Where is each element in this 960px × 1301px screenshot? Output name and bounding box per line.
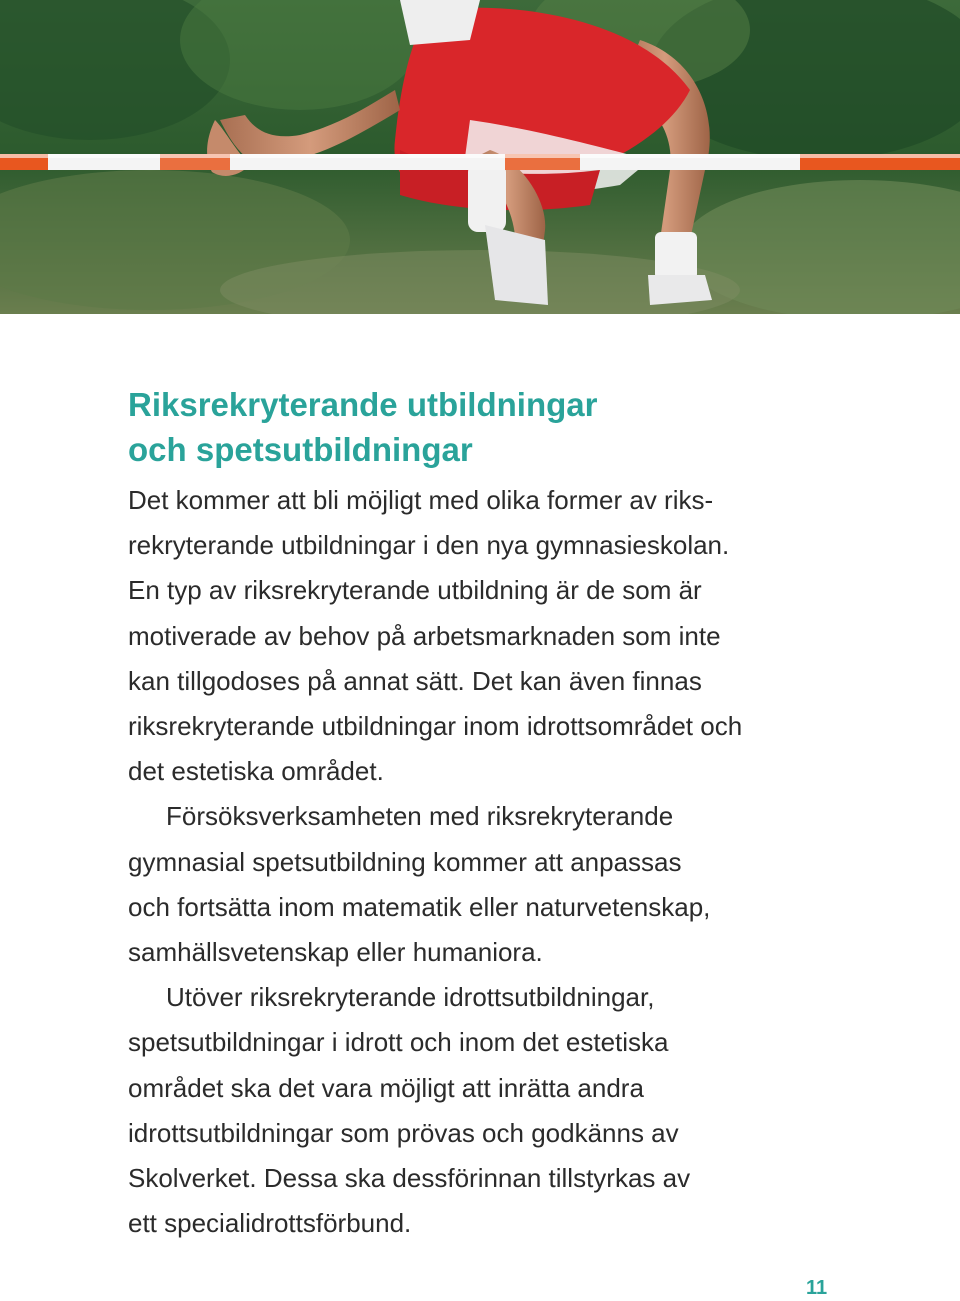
- paragraph-3: [128, 975, 848, 1246]
- text-line: och fortsätta inom matematik eller naturvetenskap,: [128, 891, 711, 922]
- text-line: ett specialidrottsförbund.: [128, 1208, 412, 1239]
- section-heading: [128, 382, 848, 472]
- heading-line: och spetsutbildningar: [128, 431, 473, 468]
- text-line: idrottsutbildningar som prövas och godkänns av: [128, 1117, 679, 1148]
- high-jump-illustration: [0, 0, 960, 314]
- text-line: riksrekryterande utbildningar inom idrottsområdet och: [128, 711, 743, 742]
- text-line: motiverade av behov på arbetsmarknaden som inte: [128, 620, 721, 651]
- text-line: området ska det vara möjligt att inrätta andra: [128, 1072, 644, 1103]
- text-line: rekryterande utbildningar i den nya gymnasieskolan.: [128, 530, 730, 561]
- article: [128, 382, 848, 1246]
- heading-line: Riksrekryterande utbildningar: [128, 386, 598, 423]
- text-line: spetsutbildningar i idrott och inom det estetiska: [128, 1027, 669, 1058]
- text-line: Det kommer att bli möjligt med olika former av riks-: [128, 485, 714, 515]
- high-jump-photo: [0, 0, 960, 314]
- page-number: 11: [806, 1277, 828, 1299]
- text-line: En typ av riksrekryterande utbildning är de som är: [128, 575, 702, 606]
- body-text: [128, 478, 848, 1246]
- text-line: det estetiska området.: [128, 756, 384, 787]
- text-line: gymnasial spetsutbildning kommer att anpassas: [128, 846, 682, 877]
- paragraph-1: [128, 478, 848, 794]
- text-line: samhällsvetenskap eller humaniora.: [128, 937, 543, 968]
- text-line: kan tillgodoses på annat sätt. Det kan även finnas: [128, 665, 702, 696]
- text-line: Utöver riksrekryterande idrottsutbildningar,: [166, 982, 655, 1013]
- text-line: Skolverket. Dessa ska dessförinnan tillstyrkas av: [128, 1163, 691, 1194]
- paragraph-2: [128, 794, 848, 975]
- text-line: Försöksverksamheten med riksrekryterande: [166, 801, 674, 832]
